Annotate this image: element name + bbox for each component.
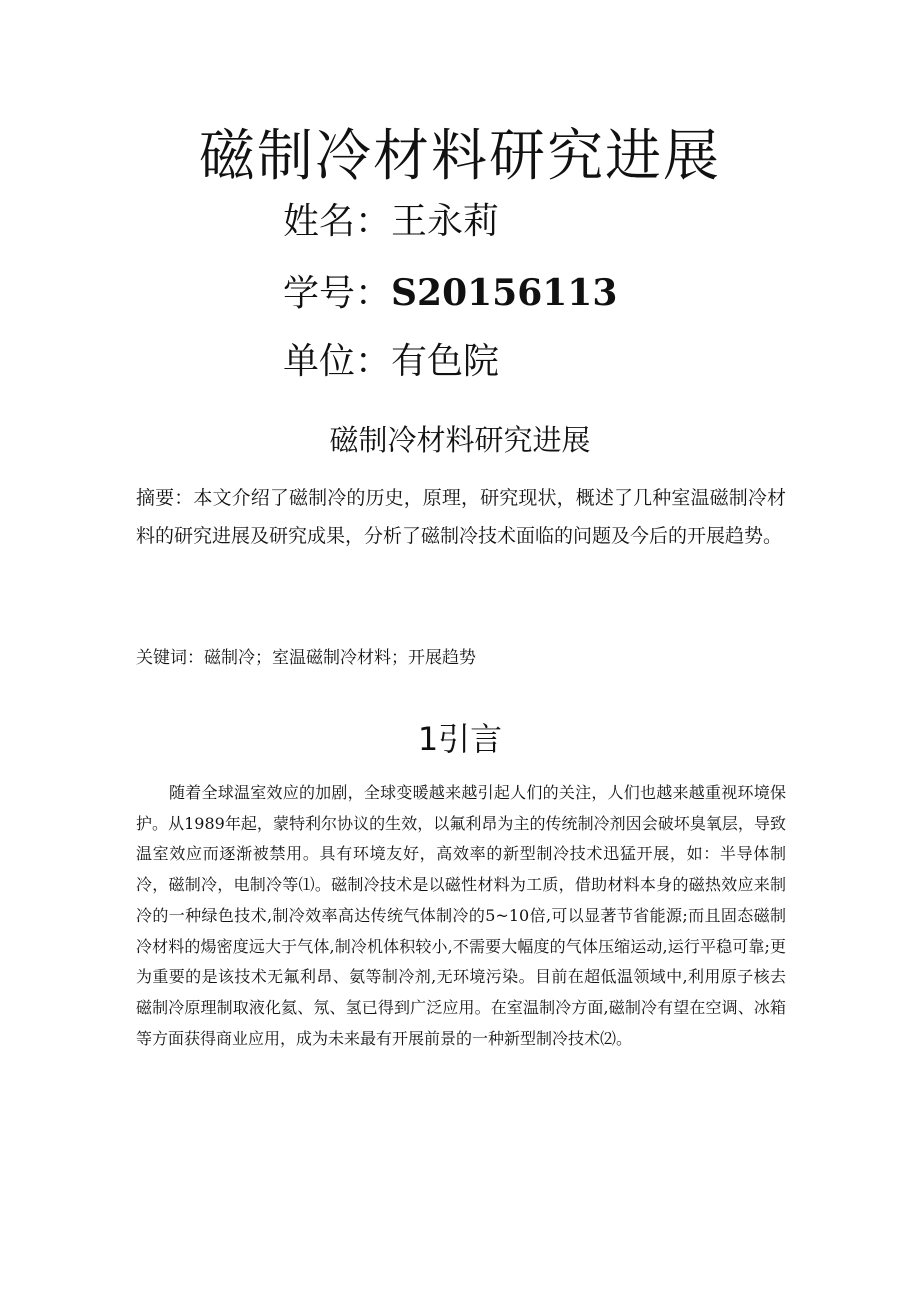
unit-line — [283, 340, 499, 384]
unit-value: 有色院 — [391, 341, 500, 382]
article-title: 磁制冷材料研究进展 — [329, 423, 591, 457]
name-label: 姓名： — [283, 201, 392, 242]
unit-label: 单位： — [283, 341, 392, 382]
name-value: 王永莉 — [391, 201, 500, 242]
student-name-line — [283, 200, 499, 244]
student-id-line — [283, 271, 617, 316]
student-id-label: 学号： — [283, 273, 392, 314]
keywords-line: 关键词：磁制冷；室温磁制冷材料；开展趋势 — [136, 648, 476, 668]
student-id-value: S20156113 — [391, 272, 618, 314]
cover-title: 磁制冷材料研究进展 — [199, 124, 721, 189]
abstract-paragraph: 摘要：本文介绍了磁制冷的历史，原理，研究现状，概述了几种室温磁制冷材料的研究进展及研究成果，分析了磁制冷技术面临的问题及今后的开展趋势。 — [136, 487, 786, 547]
section-heading-introduction: 1引言 — [417, 720, 503, 758]
introduction-paragraph: 随着全球温室效应的加剧，全球变暖越来越引起人们的关注，人们也越来越重视环境保护。从1989年起，蒙特利尔协议的生效，以氟利昂为主的传统制冷剂因会破坏臭氧层，导致温室效应而逐渐被禁用。具有环境友好，高效率的新型制冷技术迅猛开展，如：半导体制冷，磁制冷，电制冷等⑴。磁制冷技术是以磁性材料为工质，借助材料本身的磁热效应来制冷的一种绿色技术,制冷效率高达传统气体制冷的5~10倍,可以显著节省能源;而且固态磁制冷材料的煬密度远大于气体,制冷机体积较小,不需要大幅度的气体压缩运动,运行平稳可靠;更为重要的是该技术无氟利昂、氨等制冷剂,无环境污染。目前在超低温领域中,利用原子核去磁制冷原理制取液化氦、氖、氢已得到广泛应用。在室温制冷方面,磁制冷有望在空调、冰箱等方面获得商业应用，成为未来最有开展前景的一种新型制冷技术⑵。 — [136, 783, 786, 1048]
